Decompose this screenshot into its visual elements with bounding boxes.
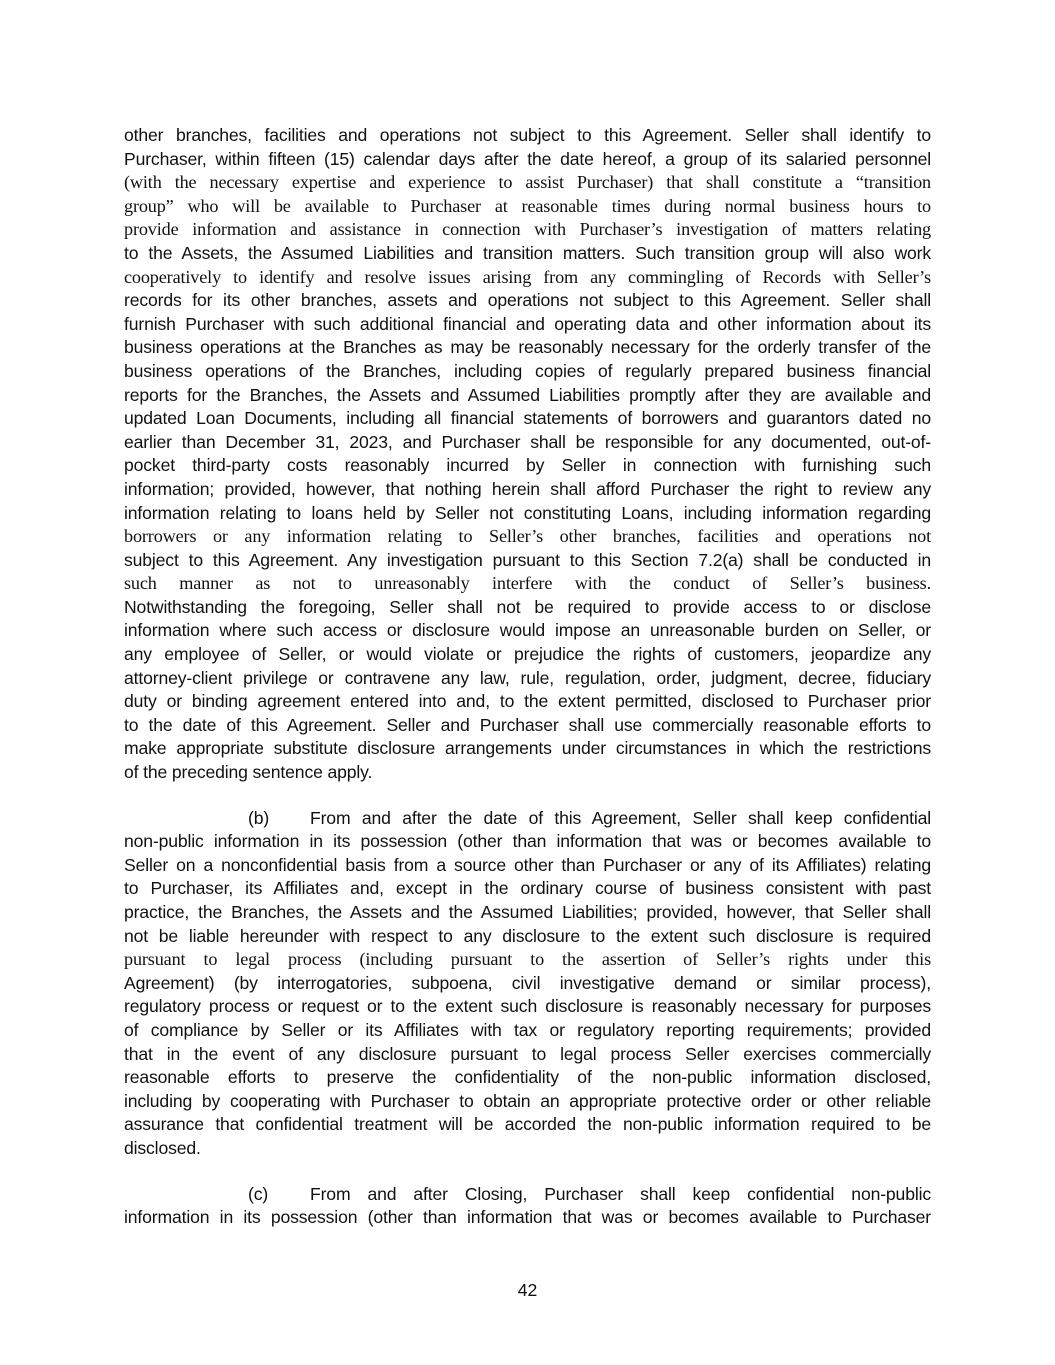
text-line: earlier than December 31, 2023, and Purchaser shall be responsible for any documented, out-of- xyxy=(124,431,931,452)
text-line: group” who will be available to Purchaser at reasonable times during normal business hours to xyxy=(124,195,931,216)
text-line xyxy=(124,807,931,831)
section-label: (c) xyxy=(248,1183,269,1204)
text-line: information where such access or disclosure would impose an unreasonable burden on Seller, or xyxy=(124,620,931,641)
text-line: regulatory process or request or to the extent such disclosure is reasonably necessary for purposes xyxy=(124,996,931,1017)
text-line: furnish Purchaser with such additional financial and operating data and other information about its xyxy=(124,313,931,334)
line-text: From and after Closing, Purchaser shall keep confidential non-public xyxy=(310,1183,931,1204)
text-line: subject to this Agreement. Any investigation pursuant to this Section 7.2(a) shall be conducted in xyxy=(124,549,931,570)
text-line: non-public information in its possession (other than information that was or becomes available to xyxy=(124,831,931,852)
text-line: pursuant to legal process (including pursuant to the assertion of Seller’s rights under this xyxy=(124,949,931,970)
text-line: borrowers or any information relating to Seller’s other branches, facilities and operations not xyxy=(124,526,931,547)
text-line: information; provided, however, that nothing herein shall afford Purchaser the right to review any xyxy=(124,478,931,499)
text-line: such manner as not to unreasonably interfere with the conduct of Seller’s business. xyxy=(124,573,931,594)
text-line: Notwithstanding the foregoing, Seller shall not be required to provide access to or disclose xyxy=(124,596,931,617)
text-line: attorney-client privilege or contravene any law, rule, regulation, order, judgment, decree, fiduciary xyxy=(124,667,931,688)
document-page xyxy=(124,124,931,1230)
text-line: assurance that confidential treatment will be accorded the non-public information required to be xyxy=(124,1114,931,1135)
text-line: Purchaser, within fifteen (15) calendar days after the date hereof, a group of its salaried personnel xyxy=(124,148,931,169)
text-line xyxy=(124,1183,931,1207)
text-line: disclosed. xyxy=(124,1137,201,1158)
text-line: practice, the Branches, the Assets and the Assumed Liabilities; provided, however, that Seller shall xyxy=(124,902,931,922)
text-line: Seller on a nonconfidential basis from a source other than Purchaser or any of its Affiliates) relating xyxy=(124,854,931,875)
text-line: provide information and assistance in connection with Purchaser’s investigation of matters relating xyxy=(124,219,931,240)
paragraph-c xyxy=(124,1183,931,1230)
line-text: From and after the date of this Agreement, Seller shall keep confidential xyxy=(310,807,931,828)
text-line: records for its other branches, assets and operations not subject to this Agreement. Seller shall xyxy=(124,290,931,311)
text-line: not be liable hereunder with respect to any disclosure to the extent such disclosure is required xyxy=(124,925,931,946)
page-number: 42 xyxy=(517,1280,538,1300)
text-line: information relating to loans held by Seller not constituting Loans, including information regarding xyxy=(124,502,931,523)
text-line: other branches, facilities and operations not subject to this Agreement. Seller shall identify to xyxy=(124,125,931,145)
text-line: duty or binding agreement entered into and, to the extent permitted, disclosed to Purchaser prior xyxy=(124,691,931,712)
text-line: (with the necessary expertise and experience to assist Purchaser) that shall constitute a “transition xyxy=(124,172,931,193)
text-line: business operations at the Branches as may be reasonably necessary for the orderly transfer of the xyxy=(124,337,931,358)
text-line: business operations of the Branches, including copies of regularly prepared business financial xyxy=(124,360,931,381)
text-line: cooperatively to identify and resolve issues arising from any commingling of Records with Seller’s xyxy=(124,266,931,287)
text-line: to Purchaser, its Affiliates and, except in the ordinary course of business consistent with past xyxy=(124,878,931,899)
paragraph-b xyxy=(124,807,931,1161)
text-line: any employee of Seller, or would violate or prejudice the rights of customers, jeopardize any xyxy=(124,644,931,665)
section-label: (b) xyxy=(248,807,270,828)
text-line: make appropriate substitute disclosure arrangements under circumstances in which the restrictions xyxy=(124,738,931,759)
paragraph-a xyxy=(124,124,931,785)
text-line: that in the event of any disclosure pursuant to legal process Seller exercises commercially xyxy=(124,1043,931,1064)
text-line: reasonable efforts to preserve the confidentiality of the non-public information disclosed, xyxy=(124,1067,931,1088)
text-line: updated Loan Documents, including all financial statements of borrowers and guarantors dated no xyxy=(124,408,931,429)
text-line: of the preceding sentence apply. xyxy=(124,762,373,783)
text-line: reports for the Branches, the Assets and Assumed Liabilities promptly after they are available and xyxy=(124,384,931,405)
text-line: Agreement) (by interrogatories, subpoena, civil investigative demand or similar process), xyxy=(124,972,931,993)
text-line: of compliance by Seller or its Affiliates with tax or regulatory reporting requirements; provided xyxy=(124,1019,931,1040)
text-line: to the date of this Agreement. Seller and Purchaser shall use commercially reasonable efforts to xyxy=(124,714,931,735)
text-line: information in its possession (other than information that was or becomes available to Purchaser xyxy=(124,1207,931,1228)
text-line: pocket third-party costs reasonably incurred by Seller in connection with furnishing such xyxy=(124,455,931,476)
text-line: including by cooperating with Purchaser to obtain an appropriate protective order or other reliable xyxy=(124,1090,931,1111)
text-line: to the Assets, the Assumed Liabilities and transition matters. Such transition group will also work xyxy=(124,242,931,263)
